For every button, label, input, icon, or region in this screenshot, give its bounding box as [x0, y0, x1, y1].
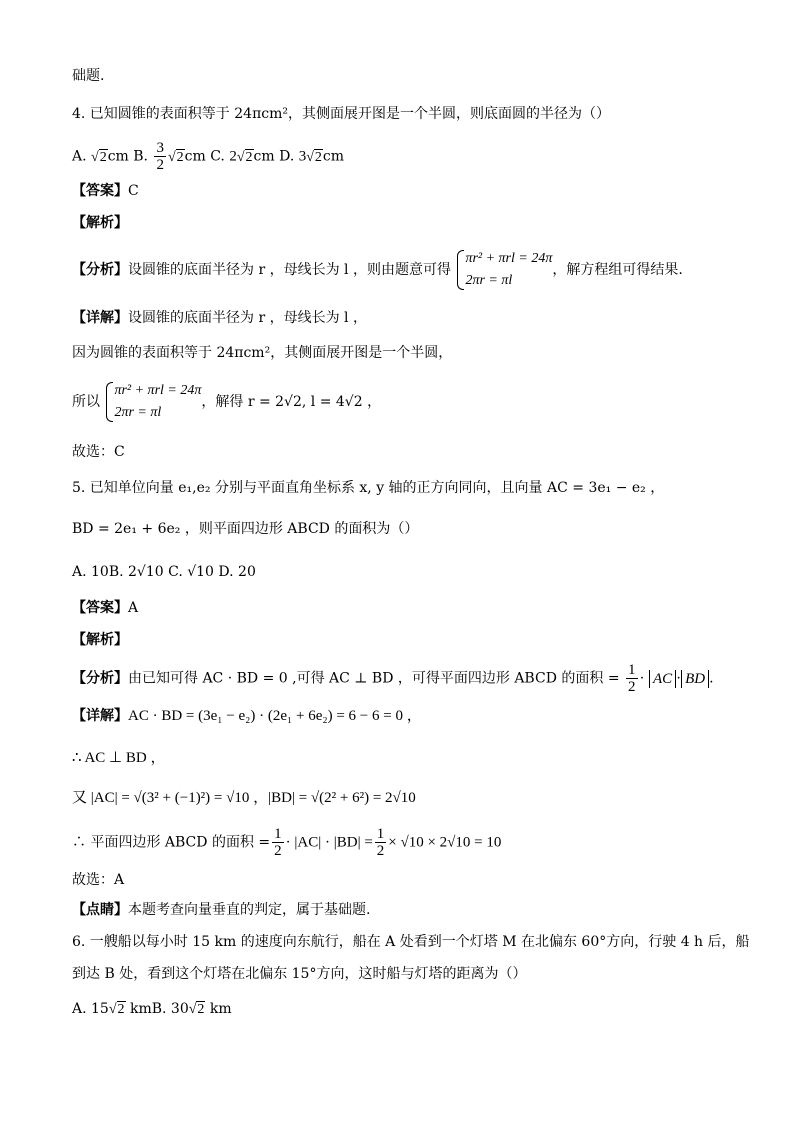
question-6-options: A. 15√2 kmB. 30√2 km [72, 1001, 232, 1017]
question-4-xiangjie: 【详解】设圆锥的底面半径为 r ，母线长为 l ， [72, 310, 367, 326]
math-sqrt: √2 [91, 149, 107, 165]
question-5-analysis-heading: 【解析】 [72, 632, 128, 648]
question-6-stem: 6. 一艘船以每小时 15 km 的速度向东航行，船在 A 处看到一个灯塔 M 在北偏东 60°方向，行驶 4 h 后，船 [72, 934, 750, 950]
question-4-fenxi: 【分析】设圆锥的底面半径为 r ，母线长为 l ，则由题意可得 πr² + πrl = 24π 2πr = πl ，解方程组可得结果. [72, 248, 683, 292]
question-5-stem: 5. 已知单位向量 e₁,e₂ 分别与平面直角坐标系 x, y 轴的正方向同向，且向量 AC = 3e₁ − e₂ ， [72, 480, 665, 496]
question-4-options: A. √2cm B. $\frac{3}{2}$ √2cm C. 2√2cm D. 3√2cm [72, 140, 345, 173]
question-5-choice: 故选：A [72, 872, 125, 888]
equation-system: πr² + πrl = 24π 2πr = πl [104, 380, 201, 424]
question-5-dianjing: 【点睛】本题考查向量垂直的判定，属于基础题. [72, 902, 371, 918]
math-fraction: $\frac{3}{2}$ [156, 140, 164, 173]
question-5-stem-cont: BD = 2e₁ + 6e₂ ，则平面四边形 ABCD 的面积为（） [72, 521, 419, 537]
question-4-answer: 【答案】C [72, 183, 139, 199]
question-5-answer: 【答案】A [72, 600, 139, 616]
question-5-area: ∴ 平面四边形 ABCD 的面积 = $\frac{1}{2}$ · |AC| · |BD| = $\frac{1}{2}$ × √10 × 2√10 = 10 [72, 826, 502, 859]
question-5-xiangjie: 【详解】AC · BD = (3e₁ − e₂) · (2e₁ + 6e₂) = 6 − 6 = 0 ， [72, 708, 422, 724]
question-5-fenxi: 【分析】由已知可得 AC · BD = 0 ,可得 AC ⊥ BD ，可得平面四边形 ABCD 的面积 = $\frac{1}{2}$ · AC · BD . [72, 662, 714, 695]
question-4-choice: 故选：C [72, 444, 125, 460]
question-5-options: A. 10B. 2√10 C. √10 D. 20 [72, 564, 256, 580]
question-4-solution: 所以 πr² + πrl = 24π 2πr = πl ，解得 r = 2√2, l = 4√2 ， [72, 380, 381, 424]
question-5-perp: ∴ AC ⊥ BD ， [72, 750, 166, 766]
question-5-magnitudes: 又 |AC| = √(3² + (−1)²) = √10 ，|BD| = √(2² + 6²) = 2√10 [72, 790, 416, 806]
question-4-stem: 4. 已知圆锥的表面积等于 24πcm²，其侧面展开图是一个半圆，则底面圆的半径为（） [72, 106, 610, 122]
question-4-analysis-heading: 【解析】 [72, 215, 128, 231]
text-line: 因为圆锥的表面积等于 24πcm²，其侧面展开图是一个半圆， [72, 345, 453, 361]
text-line: 础题. [72, 68, 105, 84]
question-6-stem-cont: 到达 B 处，看到这个灯塔在北偏东 15°方向，这时船与灯塔的距离为（） [72, 966, 527, 982]
equation-system: πr² + πrl = 24π 2πr = πl [455, 248, 552, 292]
